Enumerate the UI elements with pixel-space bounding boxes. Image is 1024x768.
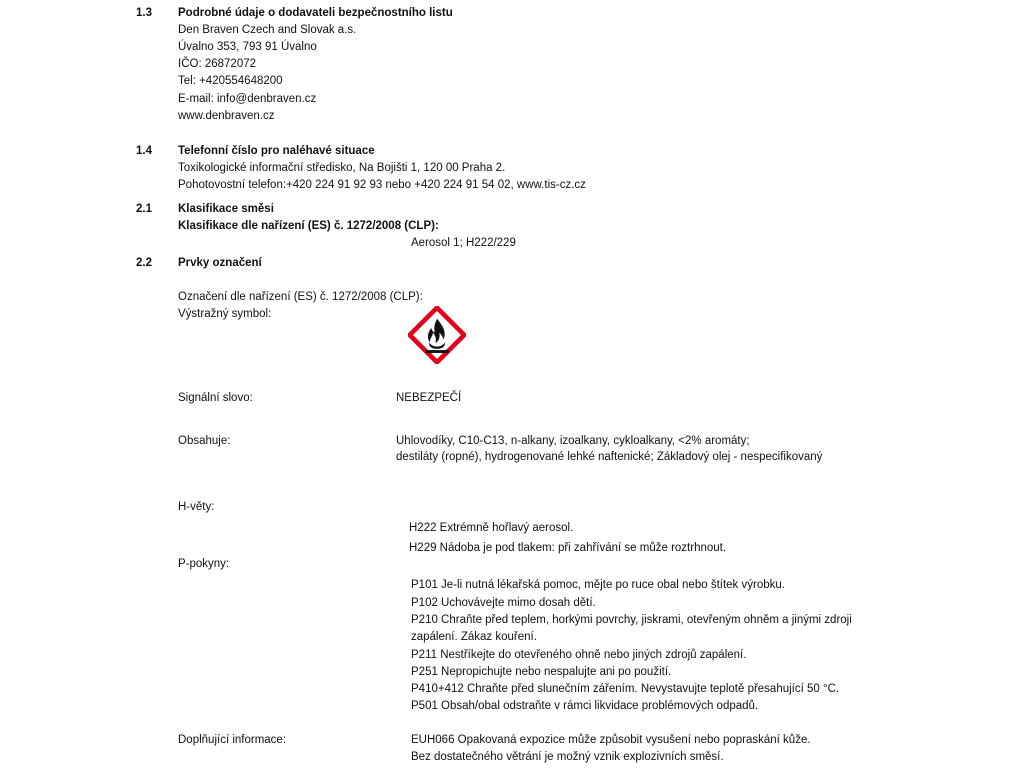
extra-label: Doplňující informace: [178,734,287,746]
section-number: 1.4 [136,145,152,157]
p-statement: zapálení. Zákaz kouření. [411,631,537,643]
h-statement: H229 Nádoba je pod tlakem: při zahřívání se může roztrhnout. [409,542,727,554]
emergency-center: Toxikologické informační středisko, Na Bojišti 1, 120 00 Praha 2. [178,162,506,174]
supplier-address: Úvalno 353, 793 91 Úvalno [178,41,317,53]
supplier-name: Den Braven Czech and Slovak a.s. [178,24,357,36]
h-label: H-věty: [178,501,215,513]
p-statement: P101 Je-li nutná lékařská pomoc, mějte po ruce obal nebo štítek výrobku. [411,579,785,591]
extra-line: EUH066 Opakovaná expozice může způsobit vysušení nebo popraskání kůže. [411,734,811,746]
supplier-web: www.denbraven.cz [178,110,275,122]
clp-label: Označení dle nařízení (ES) č. 1272/2008 (CLP): [178,291,423,303]
section-title: Telefonní číslo pro naléhavé situace [178,145,375,157]
supplier-phone: Tel: +420554648200 [178,75,283,87]
classification-value: Aerosol 1; H222/229 [411,237,516,249]
p-statement: P211 Nestříkejte do otevřeného ohně nebo jiných zdrojů zapálení. [411,649,747,661]
section-title: Prvky označení [178,257,262,269]
section-number: 2.1 [136,203,152,215]
contains-label: Obsahuje: [178,435,231,447]
p-statement: P210 Chraňte před teplem, horkými povrchy, jiskrami, otevřeným ohněm a jinými zdroji [411,614,852,626]
extra-line: Bez dostatečného větrání je možný vznik explozivních směsí. [411,751,724,763]
emergency-phone: Pohotovostní telefon:+420 224 91 92 93 nebo +420 224 91 54 02, www.tis-cz.cz [178,179,586,191]
h-statement: H222 Extrémně hořlavý aerosol. [409,522,574,534]
p-statement: P410+412 Chraňte před slunečním zářením. Nevystavujte teplotě přesahující 50 °C. [411,683,840,695]
p-label: P-pokyny: [178,558,230,570]
contains-line: Uhlovodíky, C10-C13, n-alkany, izoalkany, cykloalkany, <2% aromáty; [396,435,750,447]
section-title: Klasifikace směsi [178,203,274,215]
section-number: 2.2 [136,257,152,269]
signal-label: Signální slovo: [178,392,253,404]
contains-line: destiláty (ropné), hydrogenované lehké naftenické; Základový olej - nespecifikovaný [396,451,823,463]
p-statement: P501 Obsah/obal odstraňte v rámci likvidace problémových odpadů. [411,700,759,712]
supplier-ico: IČO: 26872072 [178,58,257,70]
section-number: 1.3 [136,7,152,19]
signal-word: NEBEZPEČÍ [396,392,462,404]
section-title: Podrobné údaje o dodavateli bezpečnostního listu [178,7,453,19]
supplier-email: E-mail: info@denbraven.cz [178,93,317,105]
p-statement: P102 Uchovávejte mimo dosah dětí. [411,597,596,609]
flame-ghs02-icon [408,306,466,364]
symbol-label: Výstražný symbol: [178,308,272,320]
classification-subtitle: Klasifikace dle nařízení (ES) č. 1272/2008 (CLP): [178,220,439,232]
p-statement: P251 Nepropichujte nebo nespalujte ani po použití. [411,666,672,678]
